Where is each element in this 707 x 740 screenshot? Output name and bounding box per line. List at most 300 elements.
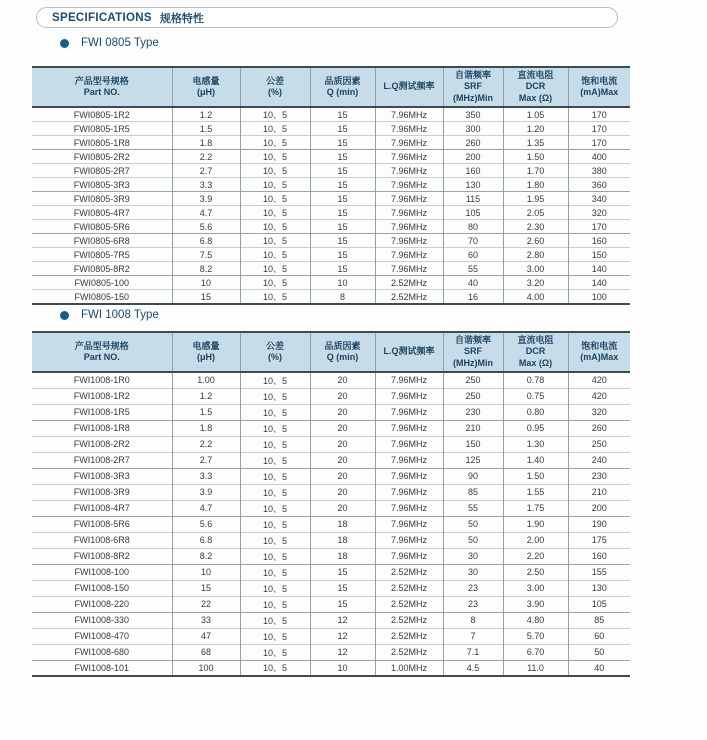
cell-inductance: 10 [172, 564, 240, 580]
cell-tolerance: 10、5 [240, 136, 310, 150]
cell-srf: 115 [443, 192, 503, 206]
cell-tolerance: 10、5 [240, 122, 310, 136]
cell-q-factor: 10 [310, 660, 375, 676]
table-row [32, 532, 630, 548]
cell-part-no: FWI1008-3R3 [32, 468, 172, 484]
cell-part-no: FWI1008-2R2 [32, 436, 172, 452]
cell-tolerance: 10、5 [240, 388, 310, 404]
cell-dcr: 1.20 [503, 122, 568, 136]
cell-inductance: 1.2 [172, 388, 240, 404]
cell-dcr: 1.80 [503, 178, 568, 192]
cell-lq-test-freq: 7.96MHz [375, 178, 443, 192]
cell-q-factor: 15 [310, 564, 375, 580]
cell-inductance: 1.8 [172, 136, 240, 150]
cell-lq-test-freq: 7.96MHz [375, 452, 443, 468]
cell-tolerance: 10、5 [240, 276, 310, 290]
cell-dcr: 4.80 [503, 612, 568, 628]
page-title-en: SPECIFICATIONS [52, 11, 152, 24]
cell-tolerance: 10、5 [240, 220, 310, 234]
page-title-zh: 规格特性 [159, 12, 204, 25]
cell-srf: 4.5 [443, 660, 503, 676]
cell-q-factor: 15 [310, 206, 375, 220]
column-header-inductance: 电感量 (μH) [172, 332, 240, 372]
cell-lq-test-freq: 7.96MHz [375, 388, 443, 404]
cell-inductance: 6.8 [172, 234, 240, 248]
cell-srf: 160 [443, 164, 503, 178]
cell-sat-current: 240 [568, 452, 630, 468]
cell-lq-test-freq: 2.52MHz [375, 612, 443, 628]
cell-inductance: 3.9 [172, 192, 240, 206]
cell-lq-test-freq: 2.52MHz [375, 596, 443, 612]
cell-inductance: 1.2 [172, 107, 240, 122]
cell-part-no: FWI0805-3R9 [32, 192, 172, 206]
cell-sat-current: 50 [568, 644, 630, 660]
cell-sat-current: 360 [568, 178, 630, 192]
cell-inductance: 68 [172, 644, 240, 660]
cell-part-no: FWI0805-2R7 [32, 164, 172, 178]
cell-q-factor: 10 [310, 276, 375, 290]
cell-dcr: 2.80 [503, 248, 568, 262]
cell-tolerance: 10、5 [240, 516, 310, 532]
cell-lq-test-freq: 7.96MHz [375, 234, 443, 248]
cell-srf: 150 [443, 436, 503, 452]
cell-q-factor: 15 [310, 220, 375, 234]
column-header-tolerance: 公差 (%) [240, 67, 310, 107]
cell-lq-test-freq: 1.00MHz [375, 660, 443, 676]
cell-dcr: 3.00 [503, 580, 568, 596]
cell-dcr: 4.00 [503, 290, 568, 305]
table-row [32, 644, 630, 660]
cell-srf: 55 [443, 262, 503, 276]
column-header-lq-test-freq: L.Q测试频率 [375, 332, 443, 372]
section-title-label: FWI 1008 Type [81, 309, 159, 321]
section-title-fwi-1008 [60, 309, 159, 321]
table-row [32, 596, 630, 612]
cell-part-no: FWI0805-100 [32, 276, 172, 290]
cell-sat-current: 230 [568, 468, 630, 484]
cell-tolerance: 10、5 [240, 234, 310, 248]
cell-lq-test-freq: 7.96MHz [375, 220, 443, 234]
spec-table-1 [32, 331, 630, 677]
cell-sat-current: 420 [568, 372, 630, 388]
cell-dcr: 1.05 [503, 107, 568, 122]
cell-srf: 50 [443, 516, 503, 532]
cell-inductance: 4.7 [172, 206, 240, 220]
table-row [32, 262, 630, 276]
cell-srf: 350 [443, 107, 503, 122]
cell-srf: 300 [443, 122, 503, 136]
cell-lq-test-freq: 2.52MHz [375, 580, 443, 596]
cell-sat-current: 140 [568, 276, 630, 290]
cell-q-factor: 15 [310, 596, 375, 612]
cell-q-factor: 8 [310, 290, 375, 305]
cell-q-factor: 15 [310, 248, 375, 262]
cell-dcr: 1.95 [503, 192, 568, 206]
cell-part-no: FWI1008-150 [32, 580, 172, 596]
table-header-row [32, 332, 630, 372]
cell-lq-test-freq: 7.96MHz [375, 484, 443, 500]
cell-dcr: 2.50 [503, 564, 568, 580]
cell-q-factor: 18 [310, 532, 375, 548]
table-row [32, 548, 630, 564]
cell-part-no: FWI0805-4R7 [32, 206, 172, 220]
cell-part-no: FWI1008-5R6 [32, 516, 172, 532]
cell-tolerance: 10、5 [240, 420, 310, 436]
cell-srf: 210 [443, 420, 503, 436]
cell-sat-current: 200 [568, 500, 630, 516]
cell-tolerance: 10、5 [240, 644, 310, 660]
cell-lq-test-freq: 7.96MHz [375, 206, 443, 220]
cell-srf: 23 [443, 580, 503, 596]
cell-lq-test-freq: 7.96MHz [375, 248, 443, 262]
cell-part-no: FWI0805-5R6 [32, 220, 172, 234]
cell-tolerance: 10、5 [240, 404, 310, 420]
cell-lq-test-freq: 7.96MHz [375, 516, 443, 532]
cell-srf: 30 [443, 548, 503, 564]
cell-q-factor: 20 [310, 404, 375, 420]
cell-inductance: 2.2 [172, 436, 240, 452]
cell-dcr: 1.40 [503, 452, 568, 468]
cell-inductance: 3.3 [172, 178, 240, 192]
cell-dcr: 2.60 [503, 234, 568, 248]
cell-q-factor: 20 [310, 420, 375, 436]
cell-dcr: 2.30 [503, 220, 568, 234]
column-header-sat-current: 饱和电流 (mA)Max [568, 332, 630, 372]
table-row [32, 420, 630, 436]
cell-tolerance: 10、5 [240, 436, 310, 452]
table-row [32, 388, 630, 404]
column-header-dcr: 直流电阻 DCR Max (Ω) [503, 332, 568, 372]
cell-part-no: FWI0805-1R5 [32, 122, 172, 136]
cell-dcr: 1.70 [503, 164, 568, 178]
cell-lq-test-freq: 7.96MHz [375, 468, 443, 484]
table-row [32, 372, 630, 388]
cell-srf: 30 [443, 564, 503, 580]
cell-inductance: 10 [172, 276, 240, 290]
cell-lq-test-freq: 2.52MHz [375, 564, 443, 580]
cell-lq-test-freq: 7.96MHz [375, 262, 443, 276]
column-header-srf: 自谐频率 SRF (MHz)Min [443, 67, 503, 107]
cell-q-factor: 15 [310, 580, 375, 596]
cell-tolerance: 10、5 [240, 248, 310, 262]
cell-inductance: 1.5 [172, 404, 240, 420]
cell-sat-current: 420 [568, 388, 630, 404]
cell-part-no: FWI1008-470 [32, 628, 172, 644]
cell-dcr: 2.00 [503, 532, 568, 548]
table-row [32, 436, 630, 452]
table-row [32, 484, 630, 500]
table-row [32, 612, 630, 628]
cell-inductance: 3.9 [172, 484, 240, 500]
cell-tolerance: 10、5 [240, 290, 310, 305]
cell-srf: 8 [443, 612, 503, 628]
cell-inductance: 8.2 [172, 262, 240, 276]
cell-part-no: FWI1008-101 [32, 660, 172, 676]
cell-tolerance: 10、5 [240, 206, 310, 220]
cell-sat-current: 380 [568, 164, 630, 178]
cell-q-factor: 12 [310, 612, 375, 628]
cell-tolerance: 10、5 [240, 150, 310, 164]
cell-part-no: FWI0805-6R8 [32, 234, 172, 248]
cell-lq-test-freq: 7.96MHz [375, 107, 443, 122]
cell-q-factor: 20 [310, 452, 375, 468]
cell-inductance: 1.5 [172, 122, 240, 136]
cell-srf: 60 [443, 248, 503, 262]
cell-tolerance: 10、5 [240, 500, 310, 516]
cell-srf: 7.1 [443, 644, 503, 660]
table-row [32, 516, 630, 532]
spec-table-0 [32, 66, 630, 305]
column-header-lq-test-freq: L.Q测试频率 [375, 67, 443, 107]
cell-inductance: 1.00 [172, 372, 240, 388]
cell-part-no: FWI0805-3R3 [32, 178, 172, 192]
cell-q-factor: 15 [310, 122, 375, 136]
cell-srf: 230 [443, 404, 503, 420]
cell-dcr: 1.55 [503, 484, 568, 500]
cell-lq-test-freq: 7.96MHz [375, 150, 443, 164]
section-title-fwi-0805 [60, 37, 159, 49]
cell-part-no: FWI0805-7R5 [32, 248, 172, 262]
cell-tolerance: 10、5 [240, 468, 310, 484]
table-header-row [32, 67, 630, 107]
cell-tolerance: 10、5 [240, 262, 310, 276]
cell-part-no: FWI1008-330 [32, 612, 172, 628]
cell-inductance: 100 [172, 660, 240, 676]
cell-srf: 16 [443, 290, 503, 305]
cell-lq-test-freq: 2.52MHz [375, 290, 443, 305]
column-header-part-no: 产品型号规格 Part NO. [32, 332, 172, 372]
cell-sat-current: 60 [568, 628, 630, 644]
cell-part-no: FWI1008-100 [32, 564, 172, 580]
table-row [32, 220, 630, 234]
table-row [32, 290, 630, 305]
cell-srf: 80 [443, 220, 503, 234]
cell-part-no: FWI1008-1R5 [32, 404, 172, 420]
cell-sat-current: 40 [568, 660, 630, 676]
cell-inductance: 2.7 [172, 452, 240, 468]
cell-srf: 55 [443, 500, 503, 516]
specifications-header [36, 7, 618, 28]
cell-srf: 23 [443, 596, 503, 612]
cell-srf: 125 [443, 452, 503, 468]
header-row [32, 67, 630, 107]
cell-sat-current: 340 [568, 192, 630, 206]
cell-srf: 7 [443, 628, 503, 644]
cell-tolerance: 10、5 [240, 372, 310, 388]
cell-sat-current: 85 [568, 612, 630, 628]
cell-lq-test-freq: 2.52MHz [375, 628, 443, 644]
cell-q-factor: 15 [310, 262, 375, 276]
cell-part-no: FWI1008-1R0 [73, 375, 130, 386]
cell-dcr: 0.75 [503, 388, 568, 404]
table-row [32, 248, 630, 262]
cell-part-no: FWI1008-1R8 [32, 420, 172, 436]
cell-part-no: FWI1008-3R9 [32, 484, 172, 500]
cell-tolerance: 10、5 [240, 178, 310, 192]
cell-inductance: 5.6 [172, 516, 240, 532]
cell-inductance: 5.6 [172, 220, 240, 234]
cell-part-no: FWI0805-1R8 [32, 136, 172, 150]
table-row [32, 150, 630, 164]
table-row [32, 564, 630, 580]
cell-sat-current: 250 [568, 436, 630, 452]
cell-dcr: 11.0 [503, 660, 568, 676]
cell-q-factor: 20 [310, 500, 375, 516]
cell-dcr: 2.20 [503, 548, 568, 564]
cell-lq-test-freq: 7.96MHz [375, 420, 443, 436]
cell-q-factor: 15 [310, 178, 375, 192]
cell-srf: 50 [443, 532, 503, 548]
cell-inductance: 15 [172, 290, 240, 305]
table-row [32, 500, 630, 516]
cell-q-factor: 20 [310, 468, 375, 484]
cell-q-factor: 20 [310, 436, 375, 452]
cell-q-factor: 15 [310, 136, 375, 150]
cell-part-no: FWI1008-680 [32, 644, 172, 660]
table-row [32, 192, 630, 206]
bullet-icon [60, 311, 69, 320]
cell-part-no: FWI0805-8R2 [32, 262, 172, 276]
bullet-icon [60, 39, 69, 48]
cell-srf: 40 [443, 276, 503, 290]
cell-dcr: 5.70 [503, 628, 568, 644]
cell-q-factor: 15 [310, 234, 375, 248]
cell-dcr: 1.50 [503, 468, 568, 484]
cell-part-no: FWI1008-6R8 [32, 532, 172, 548]
cell-q-factor: 12 [310, 628, 375, 644]
cell-lq-test-freq: 7.96MHz [375, 122, 443, 136]
table-row [32, 136, 630, 150]
table-row [32, 660, 630, 676]
table-row [32, 404, 630, 420]
cell-q-factor: 20 [310, 372, 375, 388]
cell-tolerance: 10、5 [240, 564, 310, 580]
cell-sat-current: 170 [568, 220, 630, 234]
cell-dcr: 1.50 [503, 150, 568, 164]
cell-sat-current: 260 [568, 420, 630, 436]
cell-q-factor: 15 [310, 164, 375, 178]
cell-srf: 200 [443, 150, 503, 164]
cell-tolerance: 10、5 [240, 612, 310, 628]
cell-sat-current: 140 [568, 262, 630, 276]
cell-lq-test-freq: 7.96MHz [375, 532, 443, 548]
cell-sat-current: 170 [568, 122, 630, 136]
cell-srf: 85 [443, 484, 503, 500]
cell-part-no: FWI1008-220 [32, 596, 172, 612]
cell-inductance: 6.8 [172, 532, 240, 548]
cell-part-no: FWI0805-2R2 [32, 150, 172, 164]
cell-q-factor: 15 [310, 192, 375, 206]
cell-tolerance: 10、5 [240, 628, 310, 644]
cell-part-no: FWI1008-8R2 [32, 548, 172, 564]
cell-lq-test-freq: 2.52MHz [375, 276, 443, 290]
cell-q-factor: 12 [310, 644, 375, 660]
cell-dcr: 3.90 [503, 596, 568, 612]
column-header-sat-current: 饱和电流 (mA)Max [568, 67, 630, 107]
column-header-dcr: 直流电阻 DCR Max (Ω) [503, 67, 568, 107]
header-row [32, 332, 630, 372]
table-row [32, 164, 630, 178]
table-row [32, 452, 630, 468]
cell-part-no: FWI1008-1R2 [32, 388, 172, 404]
cell-inductance: 8.2 [172, 548, 240, 564]
cell-lq-test-freq: 7.96MHz [375, 192, 443, 206]
cell-inductance: 22 [172, 596, 240, 612]
cell-part-no: FWI1008-2R7 [32, 452, 172, 468]
table-row [32, 580, 630, 596]
column-header-q-factor: 品质因素 Q (min) [310, 332, 375, 372]
section-title-label: FWI 0805 Type [81, 37, 159, 49]
cell-inductance: 33 [172, 612, 240, 628]
cell-srf: 250 [443, 372, 503, 388]
cell-sat-current: 155 [568, 564, 630, 580]
cell-lq-test-freq: 7.96MHz [375, 136, 443, 150]
table-row [32, 234, 630, 248]
cell-sat-current: 160 [568, 548, 630, 564]
cell-dcr: 2.05 [503, 206, 568, 220]
cell-dcr: 1.30 [503, 436, 568, 452]
cell-sat-current: 160 [568, 234, 630, 248]
cell-sat-current: 170 [568, 136, 630, 150]
cell-lq-test-freq: 7.96MHz [375, 436, 443, 452]
cell-sat-current: 210 [568, 484, 630, 500]
cell-q-factor: 20 [310, 484, 375, 500]
cell-inductance: 3.3 [172, 468, 240, 484]
cell-tolerance: 10、5 [240, 548, 310, 564]
cell-dcr: 3.20 [503, 276, 568, 290]
cell-tolerance: 10、5 [240, 164, 310, 178]
cell-dcr: 1.35 [503, 136, 568, 150]
cell-inductance: 1.8 [172, 420, 240, 436]
cell-lq-test-freq: 7.96MHz [375, 404, 443, 420]
table-row [32, 206, 630, 220]
cell-srf: 90 [443, 468, 503, 484]
cell-q-factor: 18 [310, 548, 375, 564]
cell-part-no: FWI0805-1R2 [73, 109, 130, 120]
cell-q-factor: 15 [310, 107, 375, 122]
cell-sat-current: 400 [568, 150, 630, 164]
cell-dcr: 0.80 [503, 404, 568, 420]
cell-q-factor: 20 [310, 388, 375, 404]
cell-part-no: FWI1008-4R7 [32, 500, 172, 516]
column-header-srf: 自谐频率 SRF (MHz)Min [443, 332, 503, 372]
table-row [32, 468, 630, 484]
cell-srf: 105 [443, 206, 503, 220]
cell-q-factor: 18 [310, 516, 375, 532]
cell-lq-test-freq: 7.96MHz [375, 500, 443, 516]
column-header-q-factor: 品质因素 Q (min) [310, 67, 375, 107]
cell-dcr: 1.75 [503, 500, 568, 516]
cell-lq-test-freq: 2.52MHz [375, 644, 443, 660]
cell-srf: 260 [443, 136, 503, 150]
cell-tolerance: 10、5 [240, 107, 310, 122]
cell-dcr: 3.00 [503, 262, 568, 276]
cell-inductance: 4.7 [172, 500, 240, 516]
table-row [32, 276, 630, 290]
cell-lq-test-freq: 7.96MHz [375, 372, 443, 388]
cell-inductance: 2.7 [172, 164, 240, 178]
table-row [32, 107, 630, 122]
cell-inductance: 47 [172, 628, 240, 644]
cell-lq-test-freq: 7.96MHz [375, 548, 443, 564]
cell-srf: 250 [443, 388, 503, 404]
cell-tolerance: 10、5 [240, 452, 310, 468]
cell-sat-current: 130 [568, 580, 630, 596]
cell-sat-current: 105 [568, 596, 630, 612]
column-header-tolerance: 公差 (%) [240, 332, 310, 372]
table-row [32, 122, 630, 136]
cell-srf: 130 [443, 178, 503, 192]
